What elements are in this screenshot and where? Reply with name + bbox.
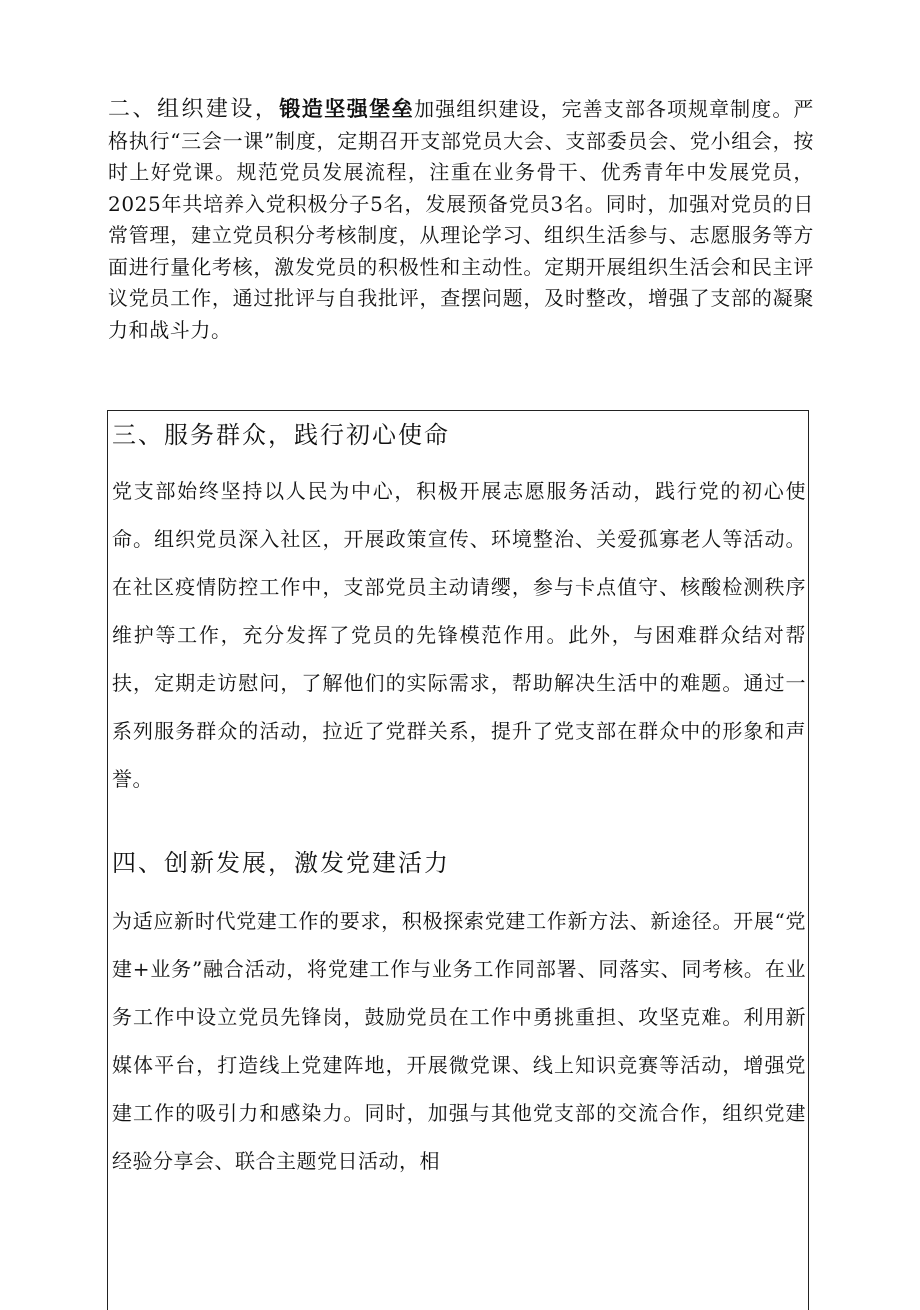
section-four-title: 四、创新发展，激发党建活力 [112,849,450,877]
section-two-body: 加强组织建设，完善支部各项规章制度。严格执行“三会一课”制度，定期召开支部党员大会、支部委员会、党小组会，按时上好党课。规范党员发展流程，注重在业务骨干、优秀青年中发展党员，2025年共培养入党积极分子5名，发展预备党员3名。同时，加强对党员的日常管理，建立党员积分考核制度，从理论学习、组织生活参与、志愿服务等方面进行量化考核，激发党员的积极性和主动性。定期开展组织生活会和民主评议党员工作，通过批评与自我批评，查摆问题，及时整改，增强了支部的凝聚力和战斗力。 [108,97,814,342]
section-two-heading: 二、组织建设， [108,97,280,122]
section-two-paragraph [108,94,814,346]
section-four-body: 为适应新时代党建工作的要求，积极探索党建工作新方法、新途径。开展“党建+业务”融合活动，将党建工作与业务工作同部署、同落实、同考核。在业务工作中设立党员先锋岗，鼓励党员在工作中勇挑重担、攻坚克难。利用新媒体平台，打造线上党建阵地，开展微党课、线上知识竞赛等活动，增强党建工作的吸引力和感染力。同时，加强与其他党支部的交流合作，组织党建经验分享会、联合主题党日活动，相 [112,909,806,1173]
section-three-title: 三、服务群众，践行初心使命 [112,421,450,449]
section-three-body: 党支部始终坚持以人民为中心，积极开展志愿服务活动，践行党的初心使命。组织党员深入社区，开展政策宣传、环境整治、关爱孤寡老人等活动。在社区疫情防控工作中，支部党员主动请缨，参与卡点值守、核酸检测秩序维护等工作，充分发挥了党员的先锋模范作用。此外，与困难群众结对帮扶，定期走访慰问，了解他们的实际需求，帮助解决生活中的难题。通过一系列服务群众的活动，拉近了党群关系，提升了党支部在群众中的形象和声誉。 [112,479,806,791]
bordered-content-box [107,410,809,1310]
section-two-heading-strong: 锻造坚强堡垒 [279,97,415,121]
